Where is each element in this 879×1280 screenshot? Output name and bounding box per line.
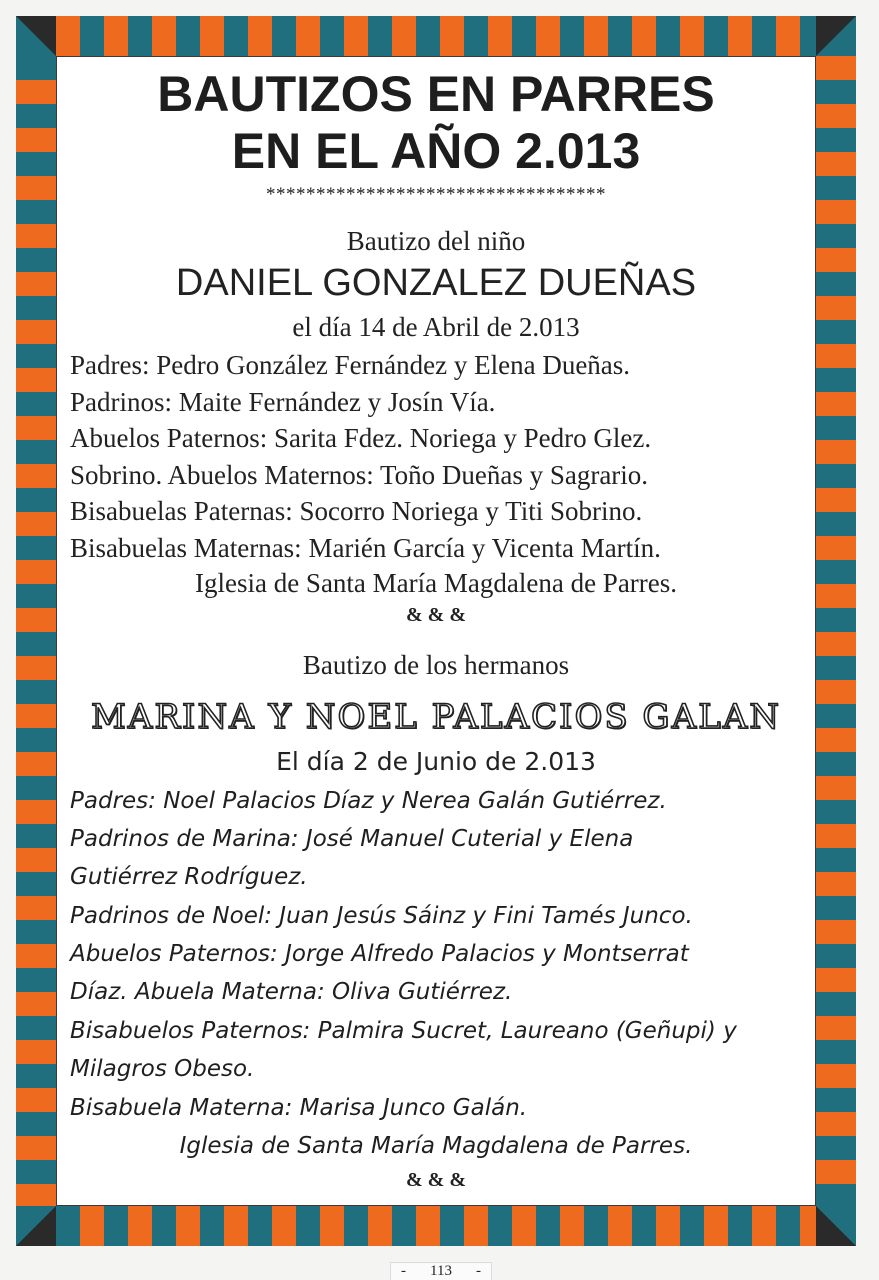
border-square xyxy=(800,1206,816,1246)
border-square xyxy=(560,16,584,56)
border-square xyxy=(816,656,856,680)
border-square xyxy=(16,872,56,896)
border-square xyxy=(200,16,224,56)
border-square xyxy=(176,1206,200,1246)
border-square xyxy=(728,1206,752,1246)
border-square xyxy=(816,800,856,824)
border-square xyxy=(80,16,104,56)
border-square xyxy=(816,896,856,920)
border-square xyxy=(816,872,856,896)
border-square xyxy=(488,1206,512,1246)
section2-intro: Bautizo de los hermanos xyxy=(302,650,570,680)
border-square xyxy=(16,1088,56,1112)
document-title xyxy=(56,66,816,180)
border-square xyxy=(16,800,56,824)
border-square xyxy=(16,1040,56,1064)
border-square xyxy=(16,1160,56,1184)
border-square xyxy=(680,16,704,56)
border-square xyxy=(16,128,56,152)
section1-intro: Bautizo del niño xyxy=(346,226,526,256)
border-square xyxy=(816,200,856,224)
border-square xyxy=(16,992,56,1016)
border-square xyxy=(816,1016,856,1040)
section1-line: Bisabuelas Maternas: Marién García y Vicenta Martín. xyxy=(70,533,661,563)
border-square xyxy=(104,16,128,56)
border-square xyxy=(128,16,152,56)
border-square xyxy=(816,704,856,728)
border-square xyxy=(16,440,56,464)
border-square xyxy=(16,320,56,344)
border-square xyxy=(152,16,176,56)
border-square xyxy=(816,680,856,704)
border-square xyxy=(80,1206,104,1246)
border-square xyxy=(816,416,856,440)
section1-church: Iglesia de Santa María Magdalena de Parres. xyxy=(194,568,678,598)
border-square xyxy=(16,200,56,224)
border-square xyxy=(16,80,56,104)
border-square xyxy=(816,1088,856,1112)
border-square xyxy=(392,16,416,56)
border-square xyxy=(16,704,56,728)
border-square xyxy=(16,104,56,128)
border-square xyxy=(200,1206,224,1246)
border-square xyxy=(392,1206,416,1246)
border-square xyxy=(16,944,56,968)
border-square xyxy=(16,464,56,488)
border-square xyxy=(512,16,536,56)
border-square xyxy=(816,992,856,1016)
border-square xyxy=(16,584,56,608)
section2-line: Padrinos de Noel: Juan Jesús Sáinz y Fini Tamés Junco. xyxy=(70,903,693,929)
border-square xyxy=(656,16,680,56)
border-square xyxy=(248,16,272,56)
border-square xyxy=(16,824,56,848)
section1-line: Padres: Pedro González Fernández y Elena Dueñas. xyxy=(70,350,631,380)
border-square xyxy=(296,16,320,56)
section2-line: Milagros Obeso. xyxy=(70,1056,255,1082)
section1-name: DANIEL GONZALEZ DUEÑAS xyxy=(175,262,697,304)
border-square xyxy=(16,920,56,944)
border-square xyxy=(16,368,56,392)
border-square xyxy=(488,16,512,56)
border-square xyxy=(16,152,56,176)
border-square xyxy=(320,16,344,56)
section2-line: Gutiérrez Rodríguez. xyxy=(70,864,308,890)
border-square xyxy=(560,1206,584,1246)
border-square xyxy=(816,1112,856,1136)
section1-line: Sobrino. Abuelos Maternos: Toño Dueñas y Sagrario. xyxy=(70,460,649,490)
section2-line: Bisabuelos Paternos: Palmira Sucret, Laureano (Geñupi) y xyxy=(70,1018,737,1044)
section2-line: Díaz. Abuela Materna: Oliva Gutiérrez. xyxy=(70,979,513,1005)
border-square xyxy=(816,968,856,992)
border-square xyxy=(816,128,856,152)
border-square xyxy=(16,488,56,512)
border-square xyxy=(816,152,856,176)
border-square xyxy=(344,1206,368,1246)
border-square xyxy=(816,560,856,584)
border-square xyxy=(816,632,856,656)
title-line-1: BAUTIZOS EN PARRES xyxy=(157,66,715,122)
border-square xyxy=(16,344,56,368)
border-square xyxy=(704,16,728,56)
border-square xyxy=(128,1206,152,1246)
border-square xyxy=(632,1206,656,1246)
border-square xyxy=(800,16,816,56)
section2-date: El día 2 de Junio de 2.013 xyxy=(276,747,596,776)
section2-line: Bisabuela Materna: Marisa Junco Galán. xyxy=(70,1095,528,1121)
border-square xyxy=(816,368,856,392)
border-square xyxy=(680,1206,704,1246)
border-square xyxy=(176,16,200,56)
border-square xyxy=(56,1206,80,1246)
border-square xyxy=(272,1206,296,1246)
section2-name: MARINA Y NOEL PALACIOS GALAN xyxy=(90,697,782,737)
border-square xyxy=(816,296,856,320)
border-square xyxy=(816,944,856,968)
border-square xyxy=(224,1206,248,1246)
border-square xyxy=(16,656,56,680)
border-square xyxy=(16,1016,56,1040)
border-square xyxy=(248,1206,272,1246)
border-square xyxy=(512,1206,536,1246)
border-square xyxy=(816,752,856,776)
border-square xyxy=(776,16,800,56)
border-square xyxy=(368,1206,392,1246)
border-square xyxy=(16,560,56,584)
border-square xyxy=(816,1184,856,1206)
border-square xyxy=(816,488,856,512)
page-number-left-dash: - xyxy=(401,1263,406,1279)
border-square xyxy=(224,16,248,56)
border-square xyxy=(16,776,56,800)
border-square xyxy=(816,728,856,752)
section1-line: Abuelos Paternos: Sarita Fdez. Noriega y Pedro Glez. xyxy=(70,423,652,453)
title-line-2: EN EL AÑO 2.013 xyxy=(231,123,641,179)
border-square xyxy=(816,536,856,560)
border-square xyxy=(816,1160,856,1184)
border-square xyxy=(368,16,392,56)
section1-date: el día 14 de Abril de 2.013 xyxy=(292,312,580,342)
border-square xyxy=(16,848,56,872)
border-square xyxy=(816,392,856,416)
border-square xyxy=(16,680,56,704)
border-square xyxy=(16,224,56,248)
border-square xyxy=(584,1206,608,1246)
border-square xyxy=(464,16,488,56)
border-square xyxy=(272,16,296,56)
section2-church: Iglesia de Santa María Magdalena de Parres. xyxy=(179,1133,693,1159)
border-square xyxy=(16,1184,56,1206)
border-square xyxy=(16,416,56,440)
border-square xyxy=(816,176,856,200)
border-square xyxy=(816,320,856,344)
border-square xyxy=(816,56,856,80)
border-square xyxy=(816,920,856,944)
border-square xyxy=(16,968,56,992)
border-square xyxy=(16,608,56,632)
border-square xyxy=(608,16,632,56)
section2-line: Abuelos Paternos: Jorge Alfredo Palacios y Montserrat xyxy=(70,941,689,967)
border-square xyxy=(816,776,856,800)
border-square xyxy=(440,1206,464,1246)
border-square xyxy=(16,1064,56,1088)
border-square xyxy=(816,584,856,608)
page-number-box xyxy=(390,1262,492,1280)
section1-end-mark: & & & xyxy=(406,604,466,626)
border-square xyxy=(776,1206,800,1246)
border-square xyxy=(296,1206,320,1246)
border-square xyxy=(16,752,56,776)
border-square xyxy=(632,16,656,56)
border-square xyxy=(16,296,56,320)
border-square xyxy=(816,224,856,248)
border-square xyxy=(464,1206,488,1246)
border-square xyxy=(56,16,80,56)
border-square xyxy=(816,824,856,848)
border-square xyxy=(16,512,56,536)
border-square xyxy=(816,104,856,128)
border-square xyxy=(16,1112,56,1136)
border-square xyxy=(584,16,608,56)
border-square xyxy=(752,16,776,56)
border-square xyxy=(536,16,560,56)
border-square xyxy=(16,272,56,296)
border-square xyxy=(816,464,856,488)
border-square xyxy=(416,1206,440,1246)
border-square xyxy=(816,272,856,296)
section2-line: Padres: Noel Palacios Díaz y Nerea Galán Gutiérrez. xyxy=(70,788,667,814)
border-square xyxy=(608,1206,632,1246)
border-square xyxy=(816,1040,856,1064)
border-square xyxy=(816,1064,856,1088)
border-square xyxy=(16,176,56,200)
border-square xyxy=(152,1206,176,1246)
border-square xyxy=(816,1136,856,1160)
border-square xyxy=(16,728,56,752)
border-square xyxy=(816,608,856,632)
page-number-right-dash: - xyxy=(475,1263,481,1279)
page-number: 113 xyxy=(430,1263,452,1279)
border-square xyxy=(16,632,56,656)
border-square xyxy=(16,536,56,560)
border-square xyxy=(704,1206,728,1246)
border-square xyxy=(416,16,440,56)
border-square xyxy=(816,80,856,104)
border-square xyxy=(816,512,856,536)
border-square xyxy=(16,392,56,416)
border-square xyxy=(440,16,464,56)
section2-line: Padrinos de Marina: José Manuel Cuterial y Elena xyxy=(70,826,634,852)
border-square xyxy=(816,248,856,272)
section2-end-mark: & & & xyxy=(406,1169,466,1191)
border-square xyxy=(320,1206,344,1246)
section1-line: Bisabuelas Paternas: Socorro Noriega y Titi Sobrino. xyxy=(70,496,643,526)
border-square xyxy=(344,16,368,56)
border-square xyxy=(752,1206,776,1246)
border-square xyxy=(104,1206,128,1246)
border-square xyxy=(656,1206,680,1246)
border-square xyxy=(536,1206,560,1246)
separator: ********************************** xyxy=(266,184,606,205)
border-square xyxy=(16,1136,56,1160)
border-square xyxy=(16,56,56,80)
border-square xyxy=(816,440,856,464)
border-square xyxy=(816,848,856,872)
border-square xyxy=(816,344,856,368)
border-square xyxy=(16,896,56,920)
border-square xyxy=(16,248,56,272)
section1-line: Padrinos: Maite Fernández y Josín Vía. xyxy=(70,387,496,417)
border-square xyxy=(728,16,752,56)
